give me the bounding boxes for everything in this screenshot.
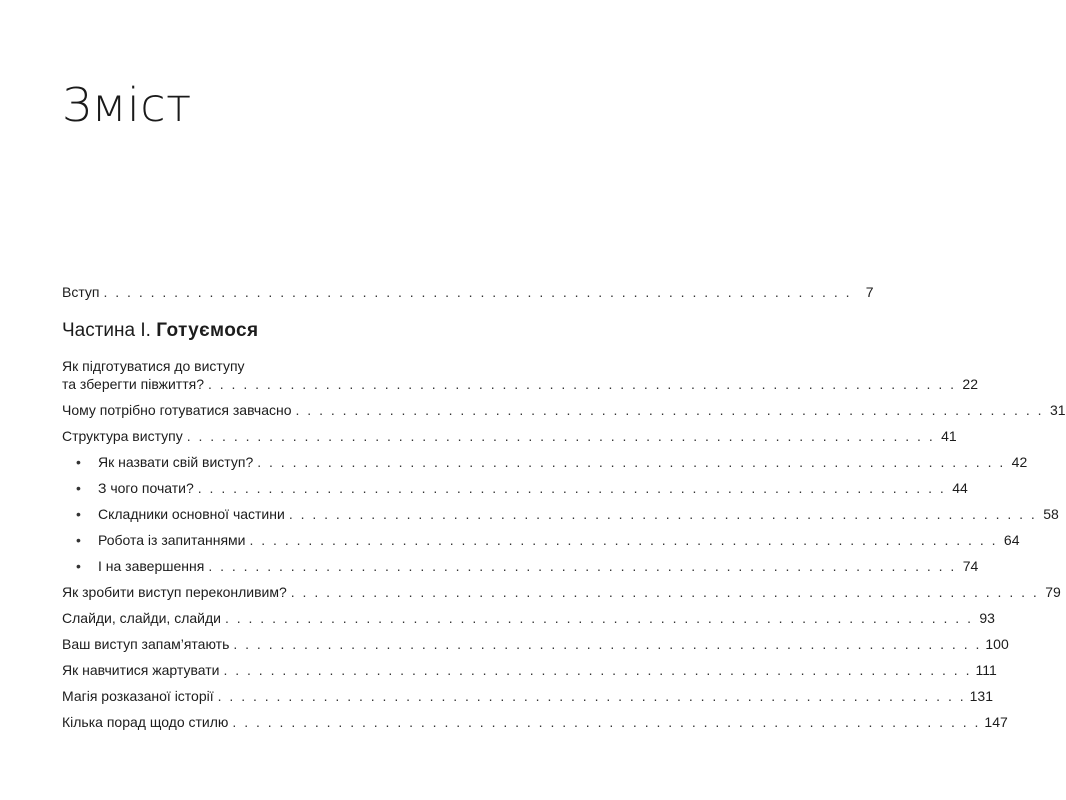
toc-page-number: 74 (962, 558, 979, 574)
dot-leader: . . . . . . . . . . . . . . . . . . . . . . . . . . . . . . . . . . . . . . . . . . . . . . . . . . . . . . . . . . . . . . . . (295, 402, 1044, 418)
dot-leader: . . . . . . . . . . . . . . . . . . . . . . . . . . . . . . . . . . . . . . . . . . . . . . . . . . . . . . . . . . . . . . . . (232, 714, 981, 730)
toc-entry-label: Вступ (62, 284, 100, 300)
part-label: Частина І. (62, 320, 151, 341)
toc-subentry (62, 505, 1059, 523)
dot-leader: . . . . . . . . . . . . . . . . . . . . . . . . . . . . . . . . . . . . . . . . . . . . . . . . . . . . . . . . . . . . . . . . (233, 636, 982, 652)
toc-page-number: 111 (975, 662, 997, 678)
toc-entry-label: Як назвати свій виступ? (98, 454, 254, 470)
part-heading (62, 319, 432, 343)
toc-entry-row (62, 375, 978, 393)
dot-leader: . . . . . . . . . . . . . . . . . . . . . . . . . . . . . . . . . . . . . . . . . . . . . . . . . . . . . . . . . . . . . . . . (217, 688, 966, 704)
toc-entry-label-line2: та зберегти півжиття? (62, 376, 204, 392)
dot-leader: . . . . . . . . . . . . . . . . . . . . . . . . . . . . . . . . . . . . . . . . . . . . . . . . . . . . . . . . . . . . . . . . (290, 584, 1039, 600)
toc-page-number: 147 (984, 714, 1008, 730)
toc-entry (62, 635, 1009, 653)
dot-leader: . . . . . . . . . . . . . . . . . . . . . . . . . . . . . . . . . . . . . . . . . . . . . . . . . . . . . . . . . . . . . . . . (257, 454, 1006, 470)
dot-leader: . . . . . . . . . . . . . . . . . . . . . . . . . . . . . . . . . . . . . . . . . . . . . . . . . . . . . . . . . . . . . . . . (103, 284, 852, 300)
toc-page-number: 100 (985, 636, 1009, 652)
bullet-icon: • (76, 532, 81, 548)
toc-subentry (62, 531, 1020, 549)
toc-subentry (62, 479, 968, 497)
toc-entry-intro (62, 283, 874, 301)
toc-entry-prepare (62, 357, 978, 393)
bullet-icon: • (76, 454, 81, 470)
toc-page-number: 41 (941, 428, 957, 444)
toc-entry-label: І на завершення (98, 558, 205, 574)
bullet-icon: • (76, 506, 81, 522)
toc-page-number: 31 (1049, 402, 1066, 418)
toc-page-number: 131 (969, 688, 993, 704)
dot-leader: . . . . . . . . . . . . . . . . . . . . . . . . . . . . . . . . . . . . . . . . . . . . . . . . . . . . . . . . . . . . . . . . (208, 558, 957, 574)
dot-leader: . . . . . . . . . . . . . . . . . . . . . . . . . . . . . . . . . . . . . . . . . . . . . . . . . . . . . . . . . . . . . . . . (197, 480, 946, 496)
dot-leader: . . . . . . . . . . . . . . . . . . . . . . . . . . . . . . . . . . . . . . . . . . . . . . . . . . . . . . . . . . . . . . . . (208, 376, 956, 392)
toc-subentry (62, 557, 979, 575)
toc-entry (62, 401, 1066, 419)
toc-entry-label: Як навчитися жартувати (62, 662, 220, 678)
toc-entry-label-line1: Як підготуватися до виступу (62, 358, 245, 374)
toc-entry-label: Чому потрібно готуватися завчасно (62, 402, 292, 418)
table-of-contents (62, 283, 1066, 731)
toc-entry-label: Як зробити виступ переконливим? (62, 584, 287, 600)
toc-subentry (62, 453, 1028, 471)
bullet-icon: • (76, 558, 81, 574)
toc-entry (62, 427, 957, 445)
part-title: Готуємося (156, 320, 259, 341)
toc-page-number: 58 (1043, 506, 1059, 522)
toc-page-number: 93 (979, 610, 995, 626)
toc-entry-label: Ваш виступ запам’ятають (62, 636, 230, 652)
toc-entry (62, 687, 993, 705)
toc-entry (62, 583, 1061, 601)
toc-entry (62, 661, 997, 679)
toc-entry-label: Магія розказаної історії (62, 688, 214, 704)
dot-leader: . . . . . . . . . . . . . . . . . . . . . . . . . . . . . . . . . . . . . . . . . . . . . . . . . . . . . . . . . . . . . . . . (223, 662, 972, 678)
toc-entry-label: Структура виступу (62, 428, 183, 444)
toc-page-number: 7 (865, 284, 874, 300)
toc-entry-label: Складники основної частини (98, 506, 285, 522)
toc-entry-label: Слайди, слайди, слайди (62, 610, 221, 626)
dot-leader: . . . . . . . . . . . . . . . . . . . . . . . . . . . . . . . . . . . . . . . . . . . . . . . . . . . . . . . . . . . . . . . . (249, 532, 998, 548)
toc-page-number: 44 (952, 480, 968, 496)
toc-entry (62, 713, 1008, 731)
toc-entry-label: З чого почати? (98, 480, 194, 496)
toc-page-number: 42 (1011, 454, 1028, 470)
dot-leader: . . . . . . . . . . . . . . . . . . . . . . . . . . . . . . . . . . . . . . . . . . . . . . . . . . . . . . . . . . . . . . . . (288, 506, 1037, 522)
toc-entry-label: Кілька порад щодо стилю (62, 714, 229, 730)
dot-leader: . . . . . . . . . . . . . . . . . . . . . . . . . . . . . . . . . . . . . . . . . . . . . . . . . . . . . . . . . . . . . . . . (224, 610, 973, 626)
toc-page-number: 22 (962, 376, 978, 392)
toc-entry (62, 609, 995, 627)
toc-entry-label: Робота із запитаннями (98, 532, 246, 548)
toc-page-number: 79 (1045, 584, 1061, 600)
toc-page-number: 64 (1003, 532, 1020, 548)
page-title: Зміст (62, 78, 192, 132)
dot-leader: . . . . . . . . . . . . . . . . . . . . . . . . . . . . . . . . . . . . . . . . . . . . . . . . . . . . . . . . . . . . . . . . (186, 428, 935, 444)
bullet-icon: • (76, 480, 81, 496)
